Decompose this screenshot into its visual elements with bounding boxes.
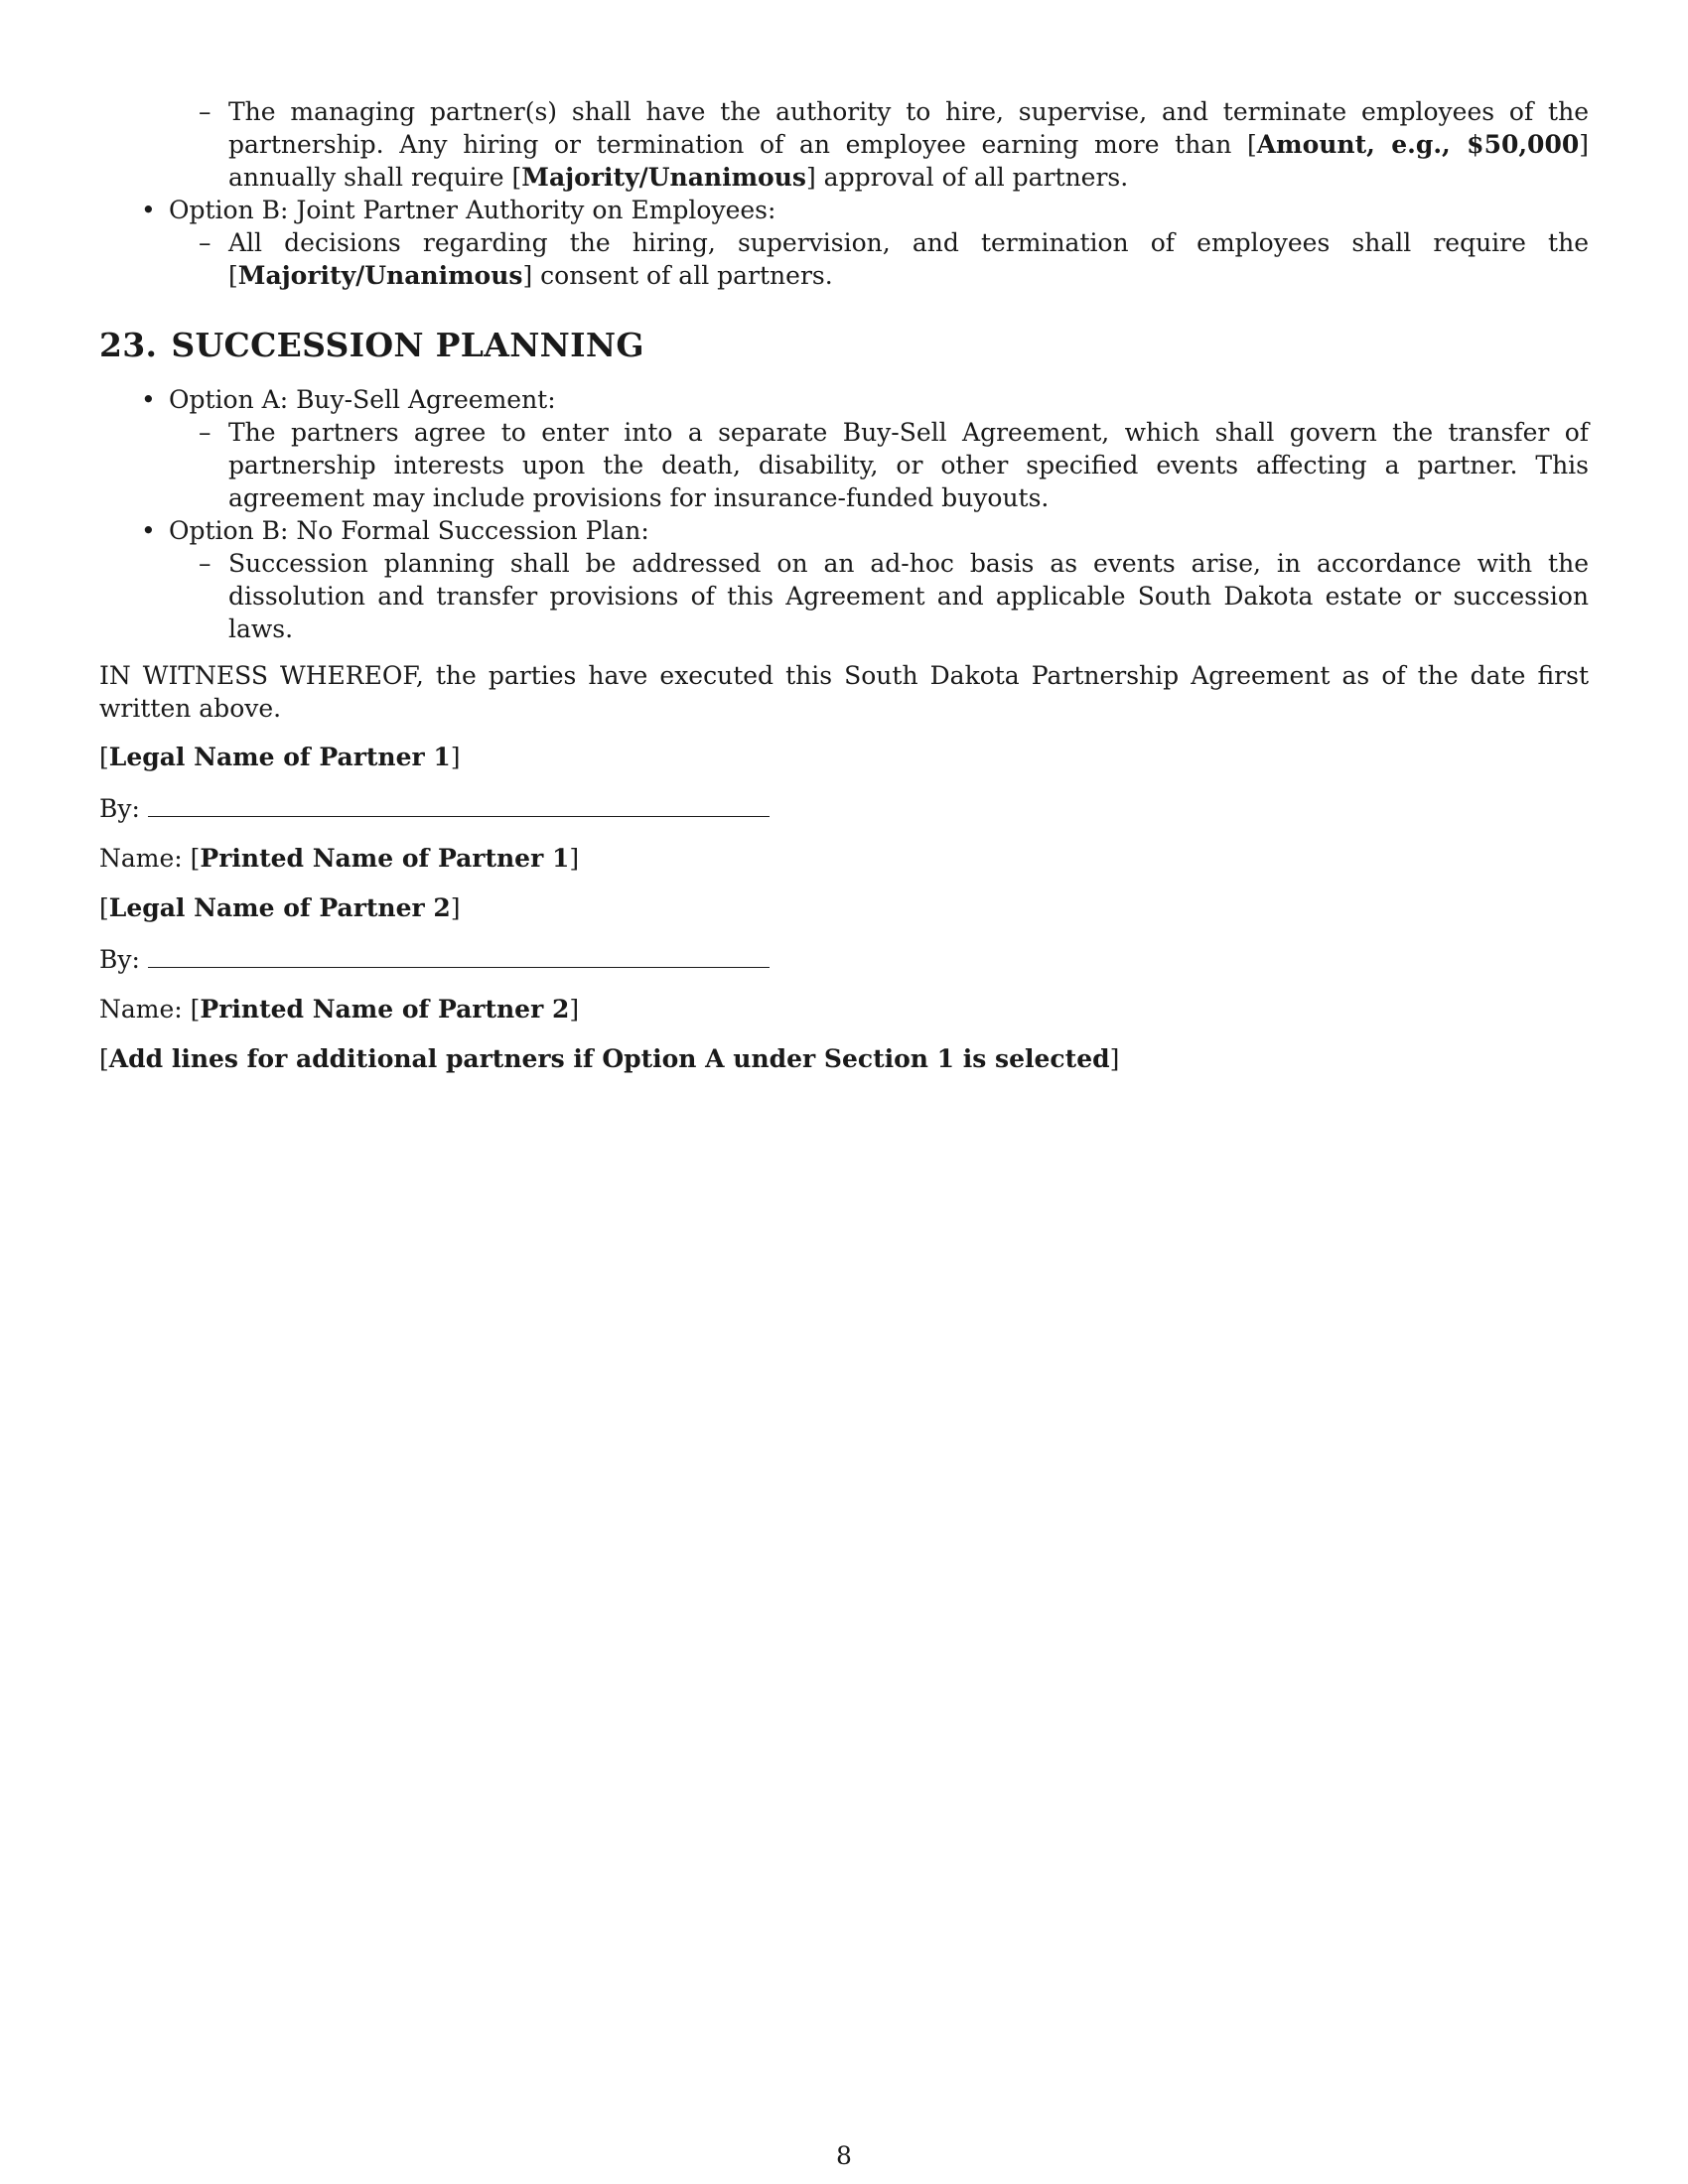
option-label: Option A: Buy-Sell Agreement:	[169, 385, 556, 414]
list-item-option-b-employees	[141, 194, 1589, 226]
by-label: By:	[99, 794, 140, 823]
item-text: The managing partner(s) shall have the authority to hire, supervise, and terminate employees of the partnership. Any hiring or termination of an employee earning more than	[228, 97, 1589, 159]
item-text: approval of all partners.	[815, 163, 1129, 192]
list-item-managing-partner-authority: – The managing partner(s) shall have the authority to hire, supervise, and terminate employees of the partnership. Any hiring or termination of an employee earning more than [Amount, e.g., $50,000] annually shall require [Majority/Unanimous] approval of all partners.	[199, 97, 1590, 192]
dash-marker: –	[199, 228, 211, 257]
list-item-buy-sell-text	[199, 416, 1589, 514]
placeholder-printed-name: Printed Name of Partner 2	[200, 995, 570, 1024]
dash-marker: –	[199, 418, 211, 447]
signature-line	[148, 790, 770, 817]
item-text: All decisions regarding the hiring, supervision, and termination of employees shall require the	[228, 228, 1589, 257]
dash-marker: –	[199, 549, 211, 578]
option-label: Option B: Joint Partner Authority on Employees:	[169, 196, 776, 224]
signature-by-line-2	[99, 941, 1589, 976]
item-text: consent of all partners.	[532, 261, 833, 290]
placeholder-printed-name: Printed Name of Partner 1	[200, 844, 570, 873]
additional-partners-note: [Add lines for additional partners if Option A under Section 1 is selected]	[99, 1044, 1120, 1073]
placeholder-legal-name: Legal Name of Partner 1	[108, 743, 451, 771]
signature-legal-name-2: [Legal Name of Partner 2]	[99, 893, 461, 922]
bullet-marker: •	[141, 385, 156, 414]
section-number: 23.	[99, 326, 158, 364]
placeholder-amount: Amount, e.g., $50,000	[1256, 130, 1580, 159]
placeholder-consent: Majority/Unanimous	[237, 261, 523, 290]
bullet-marker: •	[141, 196, 156, 224]
item-text: The partners agree to enter into a separate Buy-Sell Agreement, which shall govern the transfer of partnership interests upon the death, disability, or other specified events affecting a partner. This agreement may include provisions for insurance-funded buyouts.	[228, 418, 1589, 512]
signature-printed-name-2: Name: [Printed Name of Partner 2]	[99, 995, 580, 1024]
signature-line	[148, 941, 770, 968]
list-item-joint-authority: – All decisions regarding the hiring, supervision, and termination of employees shall require the [Majority/Unanimous] consent of all partners.	[199, 228, 1589, 290]
item-text: annually shall require	[228, 163, 512, 192]
placeholder-approval: Majority/Unanimous	[521, 163, 806, 192]
witness-clause: IN WITNESS WHEREOF, the parties have executed this South Dakota Partnership Agreement as of the date first written above.	[99, 661, 1589, 723]
name-label: Name:	[99, 995, 183, 1024]
page-number: 8	[836, 2141, 852, 2170]
placeholder-additional-partners: Add lines for additional partners if Option A under Section 1 is selected	[108, 1044, 1110, 1073]
list-item-option-b-no-plan	[141, 514, 1589, 547]
bullet-marker: •	[141, 516, 156, 545]
signature-printed-name-1: Name: [Printed Name of Partner 1]	[99, 844, 580, 873]
list-item-option-a-buy-sell	[141, 383, 1589, 416]
signature-by-line-1	[99, 790, 1589, 825]
document-page	[99, 95, 1589, 1075]
by-label: By:	[99, 945, 140, 974]
section-heading-succession	[99, 326, 1589, 365]
dash-marker: –	[199, 97, 211, 126]
placeholder-legal-name: Legal Name of Partner 2	[108, 893, 451, 922]
list-item-no-plan-text	[199, 547, 1589, 645]
signature-legal-name-1: [Legal Name of Partner 1]	[99, 743, 461, 771]
item-text: Succession planning shall be addressed on an ad-hoc basis as events arise, in accordance with the dissolution and transfer provisions of this Agreement and applicable South Dakota estate or succession laws.	[228, 549, 1589, 643]
option-label: Option B: No Formal Succession Plan:	[169, 516, 649, 545]
name-label: Name:	[99, 844, 183, 873]
section-title: SUCCESSION PLANNING	[171, 326, 644, 364]
